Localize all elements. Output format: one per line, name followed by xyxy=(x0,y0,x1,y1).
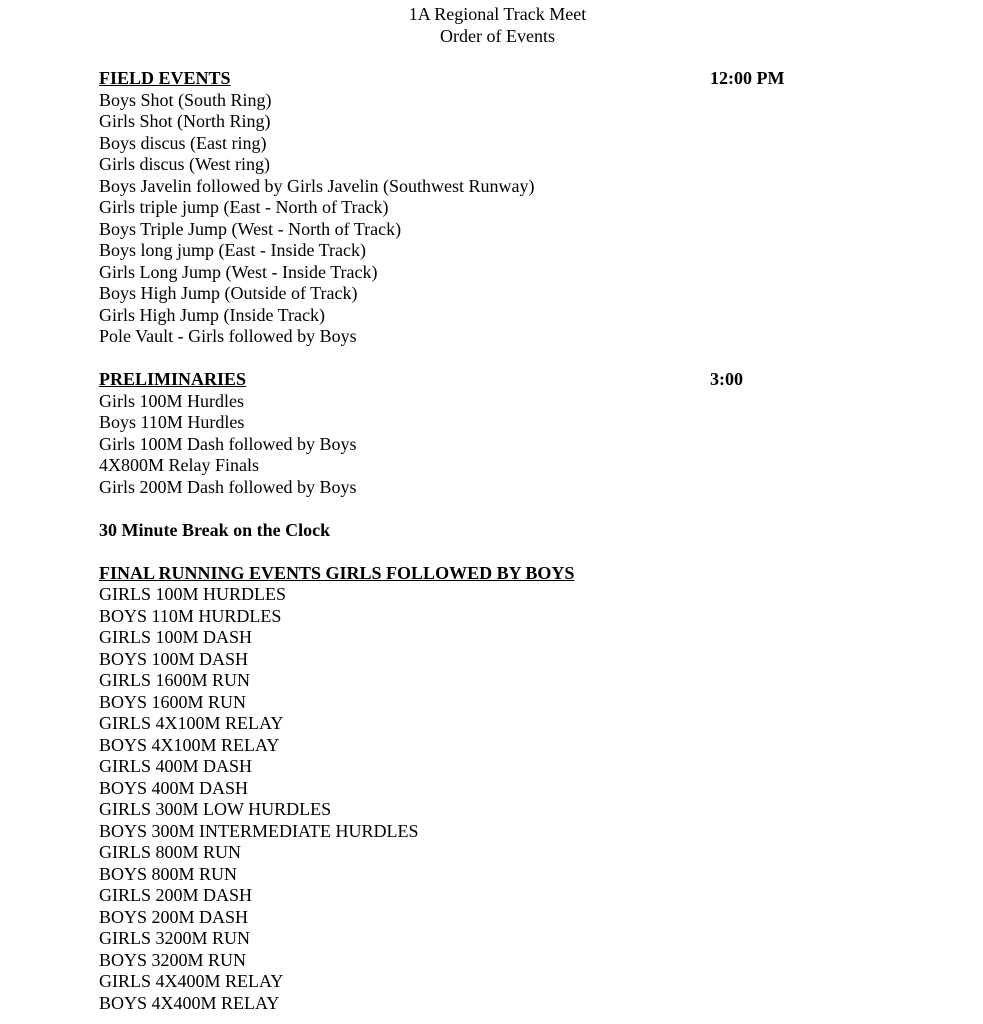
field-event-item: Boys Triple Jump (West - North of Track) xyxy=(99,218,402,239)
field-event-item: Boys long jump (East - Inside Track) xyxy=(99,240,366,260)
field-events-title: FIELD EVENTS xyxy=(99,68,231,88)
section-spacer xyxy=(99,541,959,563)
final-event-item: BOYS 800M RUN xyxy=(99,863,238,884)
field-event-item: Boys discus (East ring) xyxy=(99,132,267,153)
final-event-item: GIRLS 4X100M RELAY xyxy=(99,713,284,733)
final-event-item: GIRLS 3200M RUN xyxy=(99,928,251,948)
final-event-item: GIRLS 4X400M RELAY xyxy=(99,971,284,991)
final-event-item: BOYS 300M INTERMEDIATE HURDLES xyxy=(99,820,419,841)
final-event-item: BOYS 3200M RUN xyxy=(99,949,247,970)
final-event-item: BOYS 200M DASH xyxy=(99,906,249,927)
field-events-list xyxy=(99,90,959,348)
final-event-item: BOYS 110M HURDLES xyxy=(99,605,282,626)
preliminary-item: Girls 200M Dash followed by Boys xyxy=(99,476,357,497)
final-event-item: GIRLS 400M DASH xyxy=(99,756,253,776)
final-event-item: BOYS 4X100M RELAY xyxy=(99,734,280,755)
final-running-title: FINAL RUNNING EVENTS GIRLS FOLLOWED BY BOYS xyxy=(99,562,575,583)
order-of-events-subtitle: Order of Events xyxy=(440,26,555,46)
section-spacer xyxy=(99,348,959,370)
final-event-item: BOYS 100M DASH xyxy=(99,648,249,669)
final-event-item: BOYS 1600M RUN xyxy=(99,691,247,712)
preliminaries-title: PRELIMINARIES xyxy=(99,369,247,389)
field-event-item: Girls High Jump (Inside Track) xyxy=(99,304,325,325)
preliminaries-list xyxy=(99,391,959,499)
field-event-item: Girls discus (West ring) xyxy=(99,154,271,174)
preliminary-item: Girls 100M Hurdles xyxy=(99,390,244,411)
final-event-item: GIRLS 200M DASH xyxy=(99,885,253,905)
preliminaries-time: 3:00 xyxy=(710,369,743,389)
document-body xyxy=(99,68,959,1014)
field-events-header xyxy=(99,68,959,90)
final-event-item: GIRLS 300M LOW HURDLES xyxy=(99,799,332,819)
field-event-item: Boys Shot (South Ring) xyxy=(99,89,272,110)
field-event-item: Girls Long Jump (West - Inside Track) xyxy=(99,261,378,282)
field-event-item: Pole Vault - Girls followed by Boys xyxy=(99,326,357,346)
final-event-item: BOYS 4X400M RELAY xyxy=(99,992,280,1013)
final-event-item: GIRLS 100M HURDLES xyxy=(99,584,287,604)
preliminary-item: Girls 100M Dash followed by Boys xyxy=(99,433,357,454)
final-event-item: GIRLS 100M DASH xyxy=(99,627,253,647)
document-title xyxy=(0,3,983,47)
field-event-item: Boys Javelin followed by Girls Javelin (Southwest Runway) xyxy=(99,175,535,196)
field-events-time: 12:00 PM xyxy=(710,68,785,88)
field-event-item: Girls Shot (North Ring) xyxy=(99,111,271,131)
preliminary-item: 4X800M Relay Finals xyxy=(99,455,259,475)
final-running-header xyxy=(99,563,959,585)
break-notice: 30 Minute Break on the Clock xyxy=(99,519,331,540)
preliminaries-header xyxy=(99,369,959,391)
final-event-item: GIRLS 800M RUN xyxy=(99,842,242,862)
final-event-item: BOYS 400M DASH xyxy=(99,777,249,798)
field-event-item: Girls triple jump (East - North of Track) xyxy=(99,197,389,217)
final-running-list xyxy=(99,584,959,1014)
field-event-item: Boys High Jump (Outside of Track) xyxy=(99,283,358,303)
section-spacer xyxy=(99,498,959,520)
final-event-item: GIRLS 1600M RUN xyxy=(99,670,251,690)
meet-title: 1A Regional Track Meet xyxy=(408,4,587,24)
preliminary-item: Boys 110M Hurdles xyxy=(99,412,245,432)
